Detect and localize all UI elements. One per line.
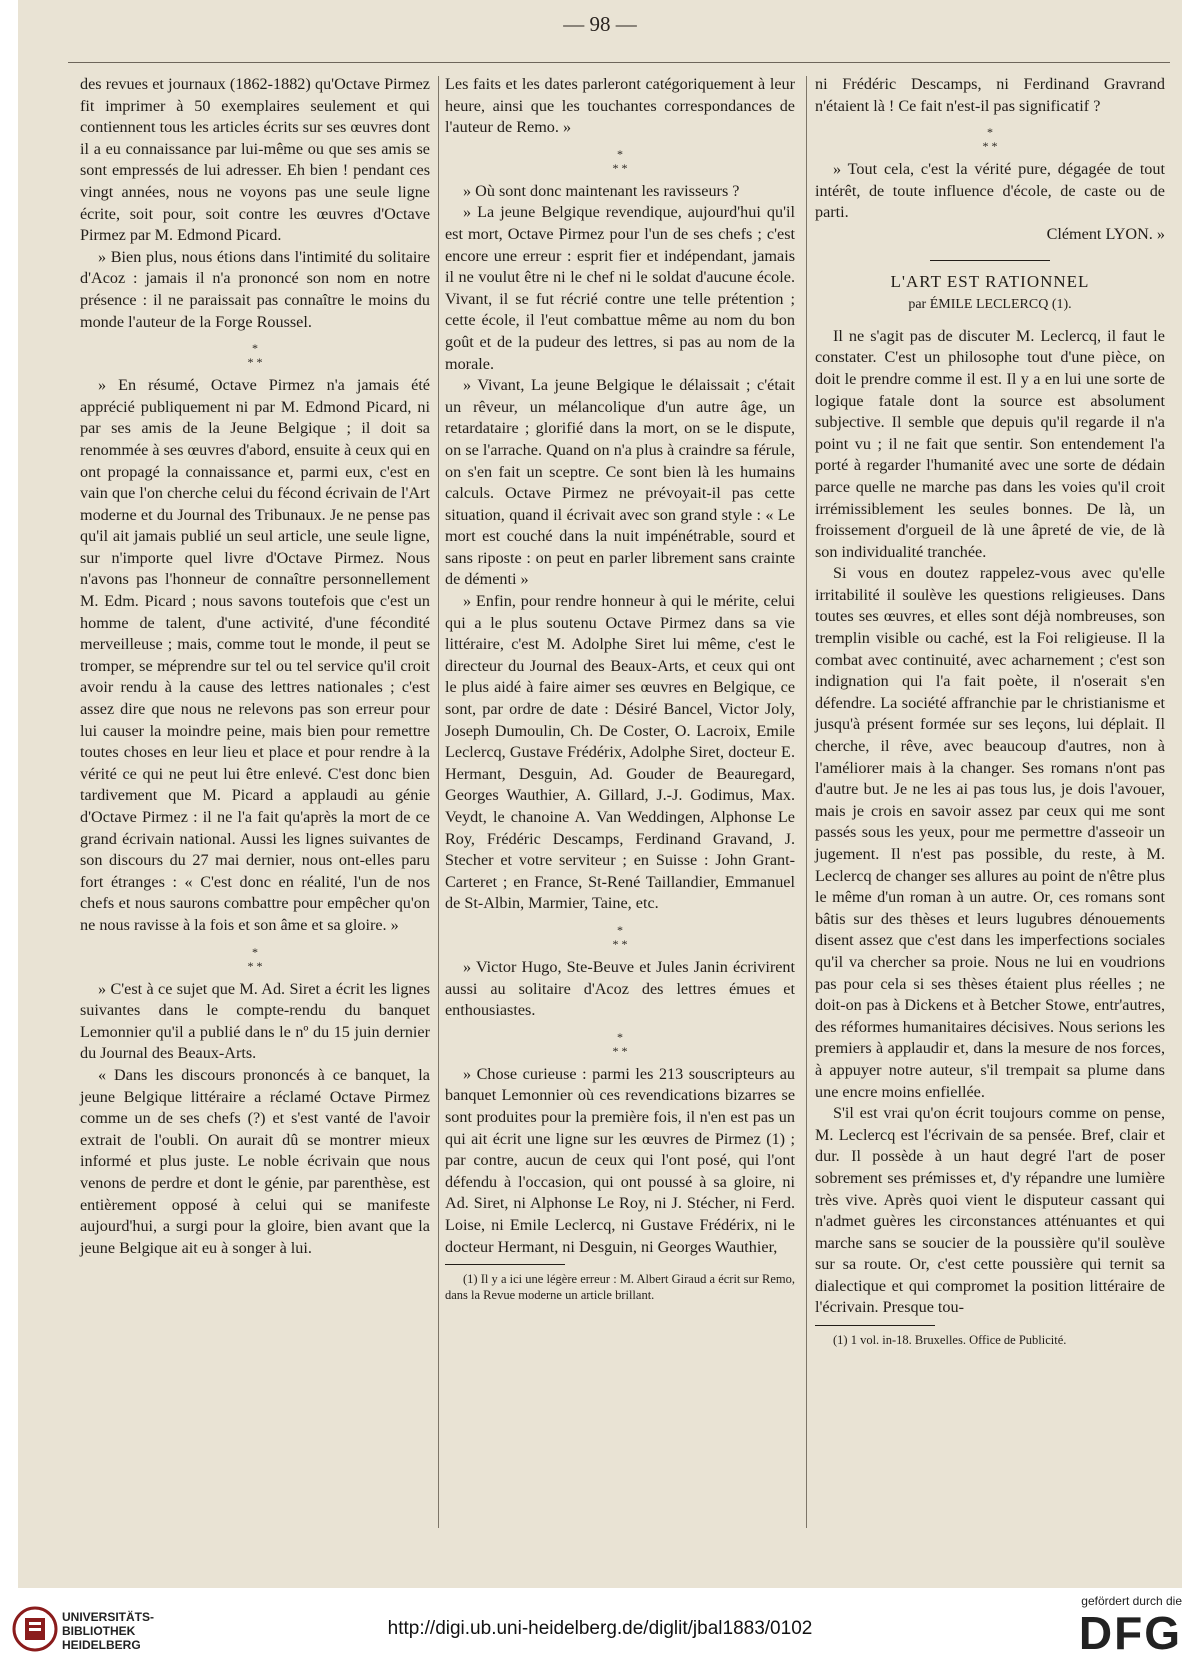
paragraph: » Où sont donc maintenant les ravisseurs ?: [463, 181, 740, 200]
asterism-divider: * * *: [612, 1029, 628, 1058]
paragraph: « Dans les discours prononcés à ce banquet, la jeune Belgique littéraire a réclamé Octave Pirmez comme un de ses chefs (?) et s'est vanté de l'avoir extrait de l'oubli. On aurait dû se montrer mieux informé et plus juste. Le noble écrivain que nous venons de perdre et dont le génie, par parenthèse, est entièrement opposé à celui qui se manifeste aujourd'hui, a surgi pour la gloire, bien avant que la jeune Belgique ait eu à songer à lui.: [80, 1065, 430, 1257]
paragraph: Il ne s'agit pas de discuter M. Leclercq, il faut le constater. C'est un philosophe tout d'une pièce, on doit le prendre comme il est. Il y a en lui une sorte de logique fatale dont la source est absolument subjective. Il semble que depuis qu'il regarde il n'a point vu ; il ne fait que sentir. Son entendement l'a porté à regarder l'humanité avec une sorte de dédain parce quelle ne marche pas dans les voies qu'il croit irrémissiblement les seules bonnes. De là, un froissement d'orgueil de là une âpreté de vie, de là son individualité tranchée.: [815, 326, 1165, 561]
header-rule: [68, 62, 1170, 63]
library-name-line: UNIVERSITÄTS-: [62, 1610, 155, 1624]
section-title: L'ART EST RATIONNEL: [890, 271, 1090, 291]
paragraph: » Victor Hugo, Ste-Beuve et Jules Janin écrivirent aussi au solitaire d'Acoz des lettres émues et enthousiastes.: [445, 957, 795, 1020]
section-rule: [930, 260, 1050, 261]
library-name-line: BIBLIOTHEK: [62, 1624, 136, 1638]
paragraph: » En résumé, Octave Pirmez n'a jamais été apprécié publiquement ni par M. Edmond Picard, ni par ses amis de la Jeune Belgique ; il doit sa renommée à ses œuvres d'abord, ensuite à ceux qui en ont propagé la connaissance et, parmi eux, c'est en vain que l'on cherche celui du fécond écrivain de l'Art moderne et du Journal des Tribunaux. Je ne pense pas qu'il ait jamais publié un seul article, une seule ligne, sur n'importe quel livre d'Octave Pirmez. Nous n'avons pas l'honneur de connaître personnellement M. Edm. Picard ; nous savons toutefois que c'est un homme de talent, d'une activité, d'une fécondité merveilleuse ; mais, comme tout le monde, il peut se tromper, se méprendre sur tel ou tel service qu'il croit avoir rendu à la cause des lettres nationales ; c'est assez dire que nous ne relevons pas son erreur pour lui causer la moindre peine, mais bien pour remettre toutes choses en leur lieu et place et pour rendre à la vérité ce qui ne peut lui être enlevé. C'est donc bien tardivement que M. Picard a applaudi au génie d'Octave Pirmez : il ne l'a fait qu'après la mort de ce grand écrivain national. Aussi les lignes suivantes de son discours du 27 mai dernier, nous ont-elles paru fort étranges : « C'est donc en réalité, l'un de nos chefs et nous saurons combattre pour empêcher qu'on ne nous ravisse à la fois et son âme et sa gloire. »: [80, 376, 430, 934]
paragraph: » Vivant, La jeune Belgique le délaissait ; c'était un rêveur, un mélancolique d'un autre âge, un retardataire ; glorifié dans la mort, on se le dispute, on se l'arrache. Quand on n'a plus à craindre sa férule, on s'en fait un sceptre. Ce sont bien là les humains calculs. Octave Pirmez ne prévoyait-il pas cette situation, quand il écrivait avec son grand style : « Le mort est couché dans la nuit impénétrable, sourd et sans riposte : on peut en parler librement sans crainte de démenti »: [445, 376, 795, 589]
text-column-2: [445, 74, 795, 1303]
paragraph: des revues et journaux (1862-1882) qu'Octave Pirmez fit imprimer à 50 exemplaires seulement et qui contiennent tous les articles écrits sur ses œuvres dont il a eu connaissance par lui-même ou que ses amis se sont empressés de lui adresser. Eh bien ! pendant ces vingt années, nous ne voyons pas une seule ligne écrite, soit pour, soit contre les œuvres d'Octave Pirmez par M. Edmond Picard.: [80, 75, 430, 245]
digitization-footer: [0, 1588, 1200, 1678]
column-separator: [438, 76, 439, 1528]
dfg-funding-logo[interactable]: [1062, 1594, 1182, 1672]
library-name-line: HEIDELBERG: [62, 1638, 141, 1652]
paragraph: » Bien plus, nous étions dans l'intimité du solitaire d'Acoz : jamais il n'a prononcé son nom en notre présence : il ne paraissait pas connaître le moins du monde l'auteur de la Forge Roussel.: [80, 247, 430, 331]
paragraph: Si vous en doutez rappelez-vous avec qu'elle irritabilité il soulève les questions religieuses. Dans toutes ses œuvres, et elles sont déjà nombreuses, son tremplin visible ou caché, est la Foi religieuse. Il la combat avec continuité, avec acharnement ; c'est son indignation qui l'a fait poète, il n'oserait s'en défendre. La société affranchie par le christianisme et jusqu'à présent formée sur ses leçons, lui déplait. Il cherche, il rêve, avec beaucoup d'autres, non à l'améliorer mais à la changer. Ses romans n'ont pas d'autre but. Je ne les ai pas tous lus, je dois l'avouer, mais je crois en savoir assez par ceux qui me sont passés sous les yeux, pour me permettre d'asseoir un jugement. Il n'est pas possible, du reste, à M. Leclercq de changer ses allures au point de n'être plus le même d'un roman à un autre. Or, ces romans sont bâtis sur des thèses et leurs lugubres dénouements disent assez que c'est dans les imperfections sociales qu'il va chercher sa proie. Nous ne lui en voudrions pas pour cela si ses thèses étaient plus réelles ; ne doit-on pas à Dickens et à Betcher Stowe, entr'autres, des réformes humanitaires décisives. Nous serions les premiers à applaudir et, dans la mesure de nos forces, à appuyer notre auteur, s'il trempait sa plume dans une encre moins enfiellée.: [815, 564, 1165, 1101]
footnote-rule: [815, 1325, 935, 1326]
paragraph: » C'est à ce sujet que M. Ad. Siret a écrit les lignes suivantes dans le compte-rendu du banquet Lemonnier qu'il a publié dans le nº du 15 juin dernier du Journal des Beaux-Arts.: [80, 979, 430, 1063]
byline: par ÉMILE LECLERCQ (1).: [908, 297, 1072, 313]
asterism-divider: * * *: [612, 146, 628, 175]
footnote-rule: [445, 1264, 565, 1265]
paragraph: » La jeune Belgique revendique, aujourd'hui qu'il est mort, Octave Pirmez pour l'un de ses chefs ; c'est encore une erreur : esprit fier et indépendant, jamais il ne voulut être ni le chef ni le soldat d'aucune école. Vivant, il se fut récrié contre une telle prétention ; cette école, il l'eut combattue même au nom du bon goût et de la pudeur des lettres, si pas au nom de la morale.: [445, 203, 795, 373]
footnote: (1) 1 vol. in-18. Bruxelles. Office de Publicité.: [833, 1333, 1067, 1348]
funding-caption: gefördert durch die: [1081, 1594, 1182, 1608]
paragraph: Les faits et les dates parleront catégoriquement à leur heure, ainsi que les touchantes correspondances de l'auteur de Remo. »: [445, 75, 795, 137]
asterism-divider: * * *: [247, 341, 263, 370]
paragraph: » Enfin, pour rendre honneur à qui le mérite, celui qui a le plus soutenu Octave Pirmez dans sa vie littéraire, c'est M. Adolphe Siret lui même, c'est le directeur du Journal des Beaux-Arts, et ceux qui ont le plus aidé à faire aimer ses œuvres en Belgique, ce sont, par ordre de date : Désiré Bancel, Victor Joly, Joseph Dumoulin, Ch. De Coster, O. Lacroix, Emile Leclercq, Gustave Frédérix, Adolphe Siret, docteur E. Hermant, Desguin, Ad. Gouder de Beauregard, Georges Wauthier, A. Gillard, J.-J. Godimus, Max. Veydt, le chanoine A. Van Weddingen, Alphonse Le Roy, Frédéric Descamps, Ferdinand Gravand, J. Stecher et votre serviteur ; en Suisse : John Grant-Carteret ; en France, St-René Taillandier, Emmanuel de St-Albin, Marmier, Taine, etc.: [445, 592, 795, 913]
scanned-page: [18, 0, 1182, 1588]
text-column-3: [815, 74, 1165, 1348]
page-number: — 98 —: [563, 12, 637, 36]
dfg-logo-text: DFG: [1078, 1607, 1182, 1659]
footnote: (1) Il y a ici une légère erreur : M. Albert Giraud a écrit sur Remo, dans la Revue moderne un article brillant.: [445, 1272, 795, 1303]
paragraph: ni Frédéric Descamps, ni Ferdinand Gravrand n'étaient là ! Ce fait n'est-il pas significatif ?: [815, 75, 1165, 115]
paragraph: S'il est vrai qu'on écrit toujours comme on pense, M. Leclercq est l'écrivain de sa pensée. Bref, clair et dur. Il possède à un haut degré l'art de poser sobrement ses prémisses et, d'y répandre une lumière très vive. Après quoi vient le disputeur cassant qui n'admet guères les circonstances atténuantes et qui marche sans se soucier de la poussière qu'il soulève sur sa route. Or, c'est cette poussière qui ternit sa dialectique et qui compromet la position littéraire de l'écrivain. Presque tou-: [815, 1104, 1165, 1317]
source-url-link[interactable]: http://digi.ub.uni-heidelberg.de/diglit/jbal1883/0102: [387, 1618, 813, 1639]
asterism-divider: * * *: [982, 125, 998, 154]
text-column-1: [80, 74, 430, 1259]
asterism-divider: * * *: [612, 922, 628, 951]
paragraph: » Tout cela, c'est la vérité pure, dégagée de tout intérêt, de toute influence d'école, de caste ou de parti.: [815, 160, 1165, 222]
asterism-divider: * * *: [247, 944, 263, 973]
signature: Clément LYON. »: [1046, 224, 1165, 243]
paragraph: » Chose curieuse : parmi les 213 souscripteurs au banquet Lemonnier où ces revendications bizarres se sont produites pour la première fois, il n'en est pas un qui ait écrit une ligne sur les œuvres de Pirmez (1) ; par contre, aucun de ceux qui l'ont posé, qui l'ont défendu à l'occasion, qui ont poussé à sa gloire, ni Ad. Siret, ni Alphonse Le Roy, ni J. Stécher, ni Ferd. Loise, ni Emile Leclercq, ni Gustave Frédérix, ni le docteur Hermant, ni Desguin, ni Georges Wauthier,: [445, 1064, 795, 1256]
column-separator: [806, 76, 807, 1528]
